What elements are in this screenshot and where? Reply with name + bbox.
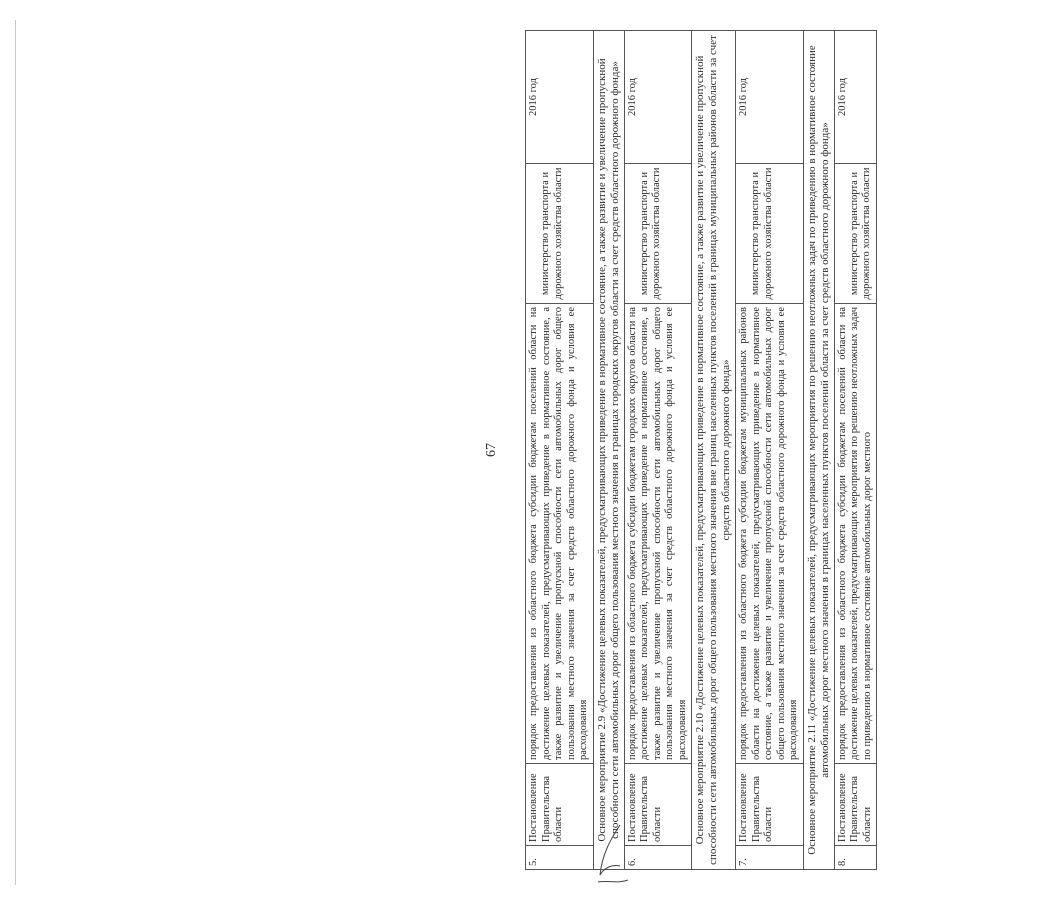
responsible-executor [736,164,804,304]
table-row [834,31,877,870]
table-row [526,31,594,870]
measure-description: порядок предоставления из областного бюджета субсидии бюджетам поселений области на достижение целевых показателей, предусматривающих приведение в нормативное состояние, а также развитие и увеличение пропускной способности сети автомобильных дорог общего пользования местного значения за счет средств областного дорожного фонда и условия ее расходования [526,304,594,764]
measure-description: порядок предоставления из областного бюджета субсидии бюджетам городских округов области на достижение целевых показателей, предусматривающих приведение в нормативное состояние, а также развитие и увеличение пропускной способности сети автомобильных дорог общего пользования местного значения за счет средств областного дорожного фонда и условия ее расходования [624,304,692,764]
document-type: Постановление Правительства области [526,764,594,846]
measure-description: порядок предоставления из областного бюджета субсидии бюджетам муниципальных районов области на достижение целевых показателей, предусматривающих приведение в нормативное состояние, а также развитие и увеличение пропускной способности сети автомобильных дорог общего пользования местного значения за счет средств областного дорожного фонда и условия ее расходования [736,304,804,764]
signature-mark [590,820,635,895]
responsible-executor-text: министерство транспорта и дорожного хозяйства области [638,167,662,300]
section-row [593,31,624,870]
deadline: 2016 год [624,31,692,164]
responsible-executor-text: министерство транспорта и дорожного хозяйства области [750,167,774,300]
row-number: 7. [736,846,804,870]
deadline: 2016 год [736,31,804,164]
responsible-executor [834,164,877,304]
measures-table [525,30,877,870]
section-row [803,31,834,870]
row-number: 5. [526,846,594,870]
section-row [692,31,736,870]
responsible-executor-text: министерство транспорта и дорожного хозяйства области [848,167,872,300]
document-sheet [480,30,1045,870]
responsible-executor [526,164,594,304]
measure-description: порядок предоставления из областного бюджета субсидии бюджетам поселений области на достижение целевых показателей, предусматривающих мероприятия по решению неотложных задач по приведению в нормативное состояние автомобильных дорог местного [834,304,877,764]
deadline: 2016 год [526,31,594,164]
section-heading: Основное мероприятие 2.10 «Достижение целевых показателей, предусматривающих приведение в нормативное состояние, а также развитие и увеличение пропускной способности сети автомобильных дорог общего пользования местного значения вне границ населенных пунктов поселений в границах муниципальных районов области за счет средств областного дорожного фонда» [692,31,736,870]
table-row [624,31,692,870]
responsible-executor [624,164,692,304]
deadline: 2016 год [834,31,877,164]
section-heading: Основное мероприятие 2.9 «Достижение целевых показателей, предусматривающих приведение в нормативное состояние, а также развитие и увеличение пропускной способности сети автомобильных дорог общего пользования местного значения в границах городских округов области за счет средств областного дорожного фонда» [593,31,624,870]
scan-edge-line [15,20,16,885]
document-type: Постановление Правительства области [736,764,804,846]
row-number: 8. [834,846,877,870]
table-body [526,31,877,870]
section-heading: Основное мероприятие 2.11 «Достижение целевых показателей, предусматривающих мероприятия по решению неотложных задач по приведению в нормативное состояние автомобильных дорог местного значения в границах населенных пунктов поселений области за счет средств областного дорожного фонда» [803,31,834,870]
page-number: 67 [484,443,499,457]
responsible-executor-text: министерство транспорта и дорожного хозяйства области [540,167,564,300]
table-row [736,31,804,870]
document-type: Постановление Правительства области [624,764,692,846]
row-number: 6. [624,846,692,870]
document-type: Постановление Правительства области [834,764,877,846]
